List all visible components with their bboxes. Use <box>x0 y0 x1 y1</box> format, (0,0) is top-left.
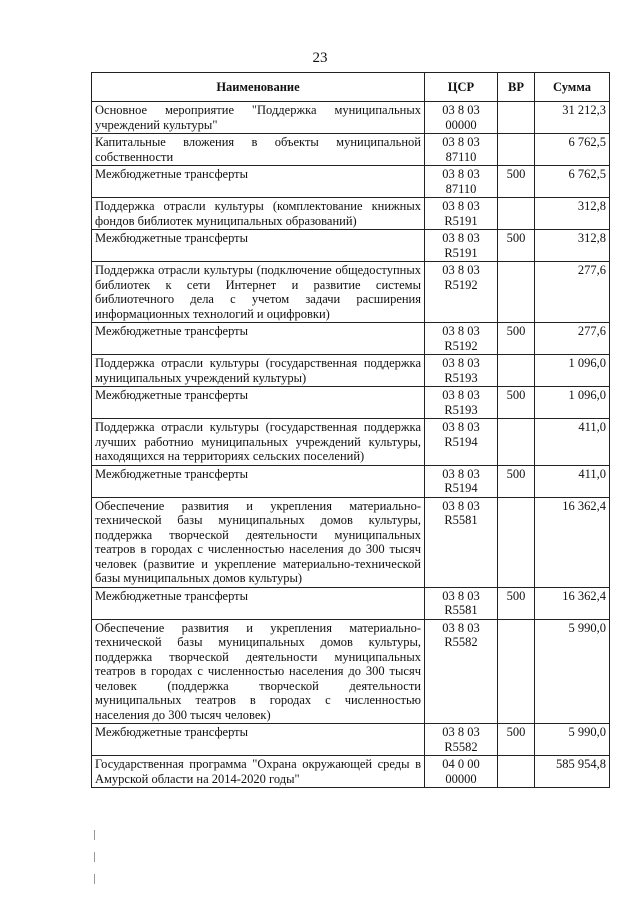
header-vr: ВР <box>498 73 535 102</box>
table-row <box>92 419 610 466</box>
table-row <box>92 230 610 262</box>
margin-marks <box>94 830 96 896</box>
row-sum: 16 362,4 <box>535 587 610 619</box>
row-name: Межбюджетные трансферты <box>92 724 425 756</box>
row-sum: 277,6 <box>535 262 610 323</box>
row-csr: 03 8 03 R5581 <box>425 587 498 619</box>
table-row <box>92 166 610 198</box>
row-name: Капитальные вложения в объекты муниципальной собственности <box>92 134 425 166</box>
row-csr: 03 8 03 R5191 <box>425 230 498 262</box>
row-csr: 03 8 03 R5192 <box>425 323 498 355</box>
row-vr: 500 <box>498 587 535 619</box>
row-vr: 500 <box>498 724 535 756</box>
row-name: Межбюджетные трансферты <box>92 166 425 198</box>
row-csr: 03 8 03 R5581 <box>425 497 498 587</box>
row-name: Государственная программа "Охрана окружающей среды в Амурской области на 2014-2020 годы" <box>92 756 425 788</box>
budget-table <box>91 72 610 788</box>
row-vr <box>498 198 535 230</box>
row-vr: 500 <box>498 323 535 355</box>
row-sum: 5 990,0 <box>535 724 610 756</box>
table-body <box>92 102 610 788</box>
row-name: Поддержка отрасли культуры (подключение общедоступных библиотек к сети Интернет и развитие системы библиотечного дела с учетом задачи расширения информационных технологий и оцифровки) <box>92 262 425 323</box>
row-vr <box>498 619 535 724</box>
row-sum: 312,8 <box>535 230 610 262</box>
page-number: 23 <box>312 50 328 66</box>
table-row <box>92 387 610 419</box>
row-name: Межбюджетные трансферты <box>92 587 425 619</box>
row-vr <box>498 419 535 466</box>
row-name: Межбюджетные трансферты <box>92 465 425 497</box>
table-row <box>92 497 610 587</box>
row-csr: 04 0 00 00000 <box>425 756 498 788</box>
row-sum: 312,8 <box>535 198 610 230</box>
row-csr: 03 8 03 87110 <box>425 166 498 198</box>
row-sum: 1 096,0 <box>535 387 610 419</box>
row-vr <box>498 497 535 587</box>
table-row <box>92 724 610 756</box>
row-vr <box>498 102 535 134</box>
row-vr: 500 <box>498 230 535 262</box>
table-row <box>92 756 610 788</box>
row-vr <box>498 756 535 788</box>
row-vr: 500 <box>498 166 535 198</box>
row-name: Поддержка отрасли культуры (комплектование книжных фондов библиотек муниципальных образований) <box>92 198 425 230</box>
row-name: Основное мероприятие "Поддержка муниципальных учреждений культуры" <box>92 102 425 134</box>
row-csr: 03 8 03 R5193 <box>425 387 498 419</box>
table-row <box>92 465 610 497</box>
margin-tick <box>94 830 95 840</box>
header-csr: ЦСР <box>425 73 498 102</box>
row-csr: 03 8 03 R5582 <box>425 724 498 756</box>
row-sum: 6 762,5 <box>535 166 610 198</box>
row-name: Поддержка отрасли культуры (государственная поддержка лучших работнио муниципальных учреждений культуры, находящихся на территориях сельских поселений) <box>92 419 425 466</box>
row-name: Обеспечение развития и укрепления материально-технической базы муниципальных домов культуры, поддержка творческой деятельности муниципальных театров в городах с численностью населения до 300 тысяч человек (поддержка творческой деятельности муниципальных театров в городах с численностью населения до 300 тысяч человек) <box>92 619 425 724</box>
table-row <box>92 323 610 355</box>
row-csr: 03 8 03 R5193 <box>425 355 498 387</box>
row-csr: 03 8 03 R5191 <box>425 198 498 230</box>
margin-tick <box>94 852 95 862</box>
table-header-row <box>92 73 610 102</box>
row-csr: 03 8 03 R5194 <box>425 465 498 497</box>
table-row <box>92 619 610 724</box>
row-name: Межбюджетные трансферты <box>92 387 425 419</box>
row-sum: 1 096,0 <box>535 355 610 387</box>
row-csr: 03 8 03 R5194 <box>425 419 498 466</box>
row-name: Межбюджетные трансферты <box>92 230 425 262</box>
row-vr <box>498 134 535 166</box>
table-row <box>92 262 610 323</box>
header-sum: Сумма <box>535 73 610 102</box>
row-vr <box>498 262 535 323</box>
row-vr: 500 <box>498 465 535 497</box>
row-name: Межбюджетные трансферты <box>92 323 425 355</box>
row-vr: 500 <box>498 387 535 419</box>
row-sum: 6 762,5 <box>535 134 610 166</box>
table-row <box>92 587 610 619</box>
row-sum: 31 212,3 <box>535 102 610 134</box>
header-name: Наименование <box>92 73 425 102</box>
row-name: Обеспечение развития и укрепления материально-технической базы муниципальных домов культуры, поддержка творческой деятельности муниципальных театров в городах с численностью населения до 300 тысяч человек (развитие и укрепление материально-технической базы муниципальных домов культуры) <box>92 497 425 587</box>
row-csr: 03 8 03 87110 <box>425 134 498 166</box>
row-csr: 03 8 03 R5192 <box>425 262 498 323</box>
row-vr <box>498 355 535 387</box>
table-row <box>92 134 610 166</box>
margin-tick <box>94 874 95 884</box>
row-csr: 03 8 03 R5582 <box>425 619 498 724</box>
row-sum: 585 954,8 <box>535 756 610 788</box>
row-sum: 5 990,0 <box>535 619 610 724</box>
table-row <box>92 102 610 134</box>
row-name: Поддержка отрасли культуры (государственная поддержка муниципальных учреждений культуры) <box>92 355 425 387</box>
table-row <box>92 355 610 387</box>
row-sum: 277,6 <box>535 323 610 355</box>
row-sum: 16 362,4 <box>535 497 610 587</box>
table-row <box>92 198 610 230</box>
row-csr: 03 8 03 00000 <box>425 102 498 134</box>
row-sum: 411,0 <box>535 419 610 466</box>
row-sum: 411,0 <box>535 465 610 497</box>
